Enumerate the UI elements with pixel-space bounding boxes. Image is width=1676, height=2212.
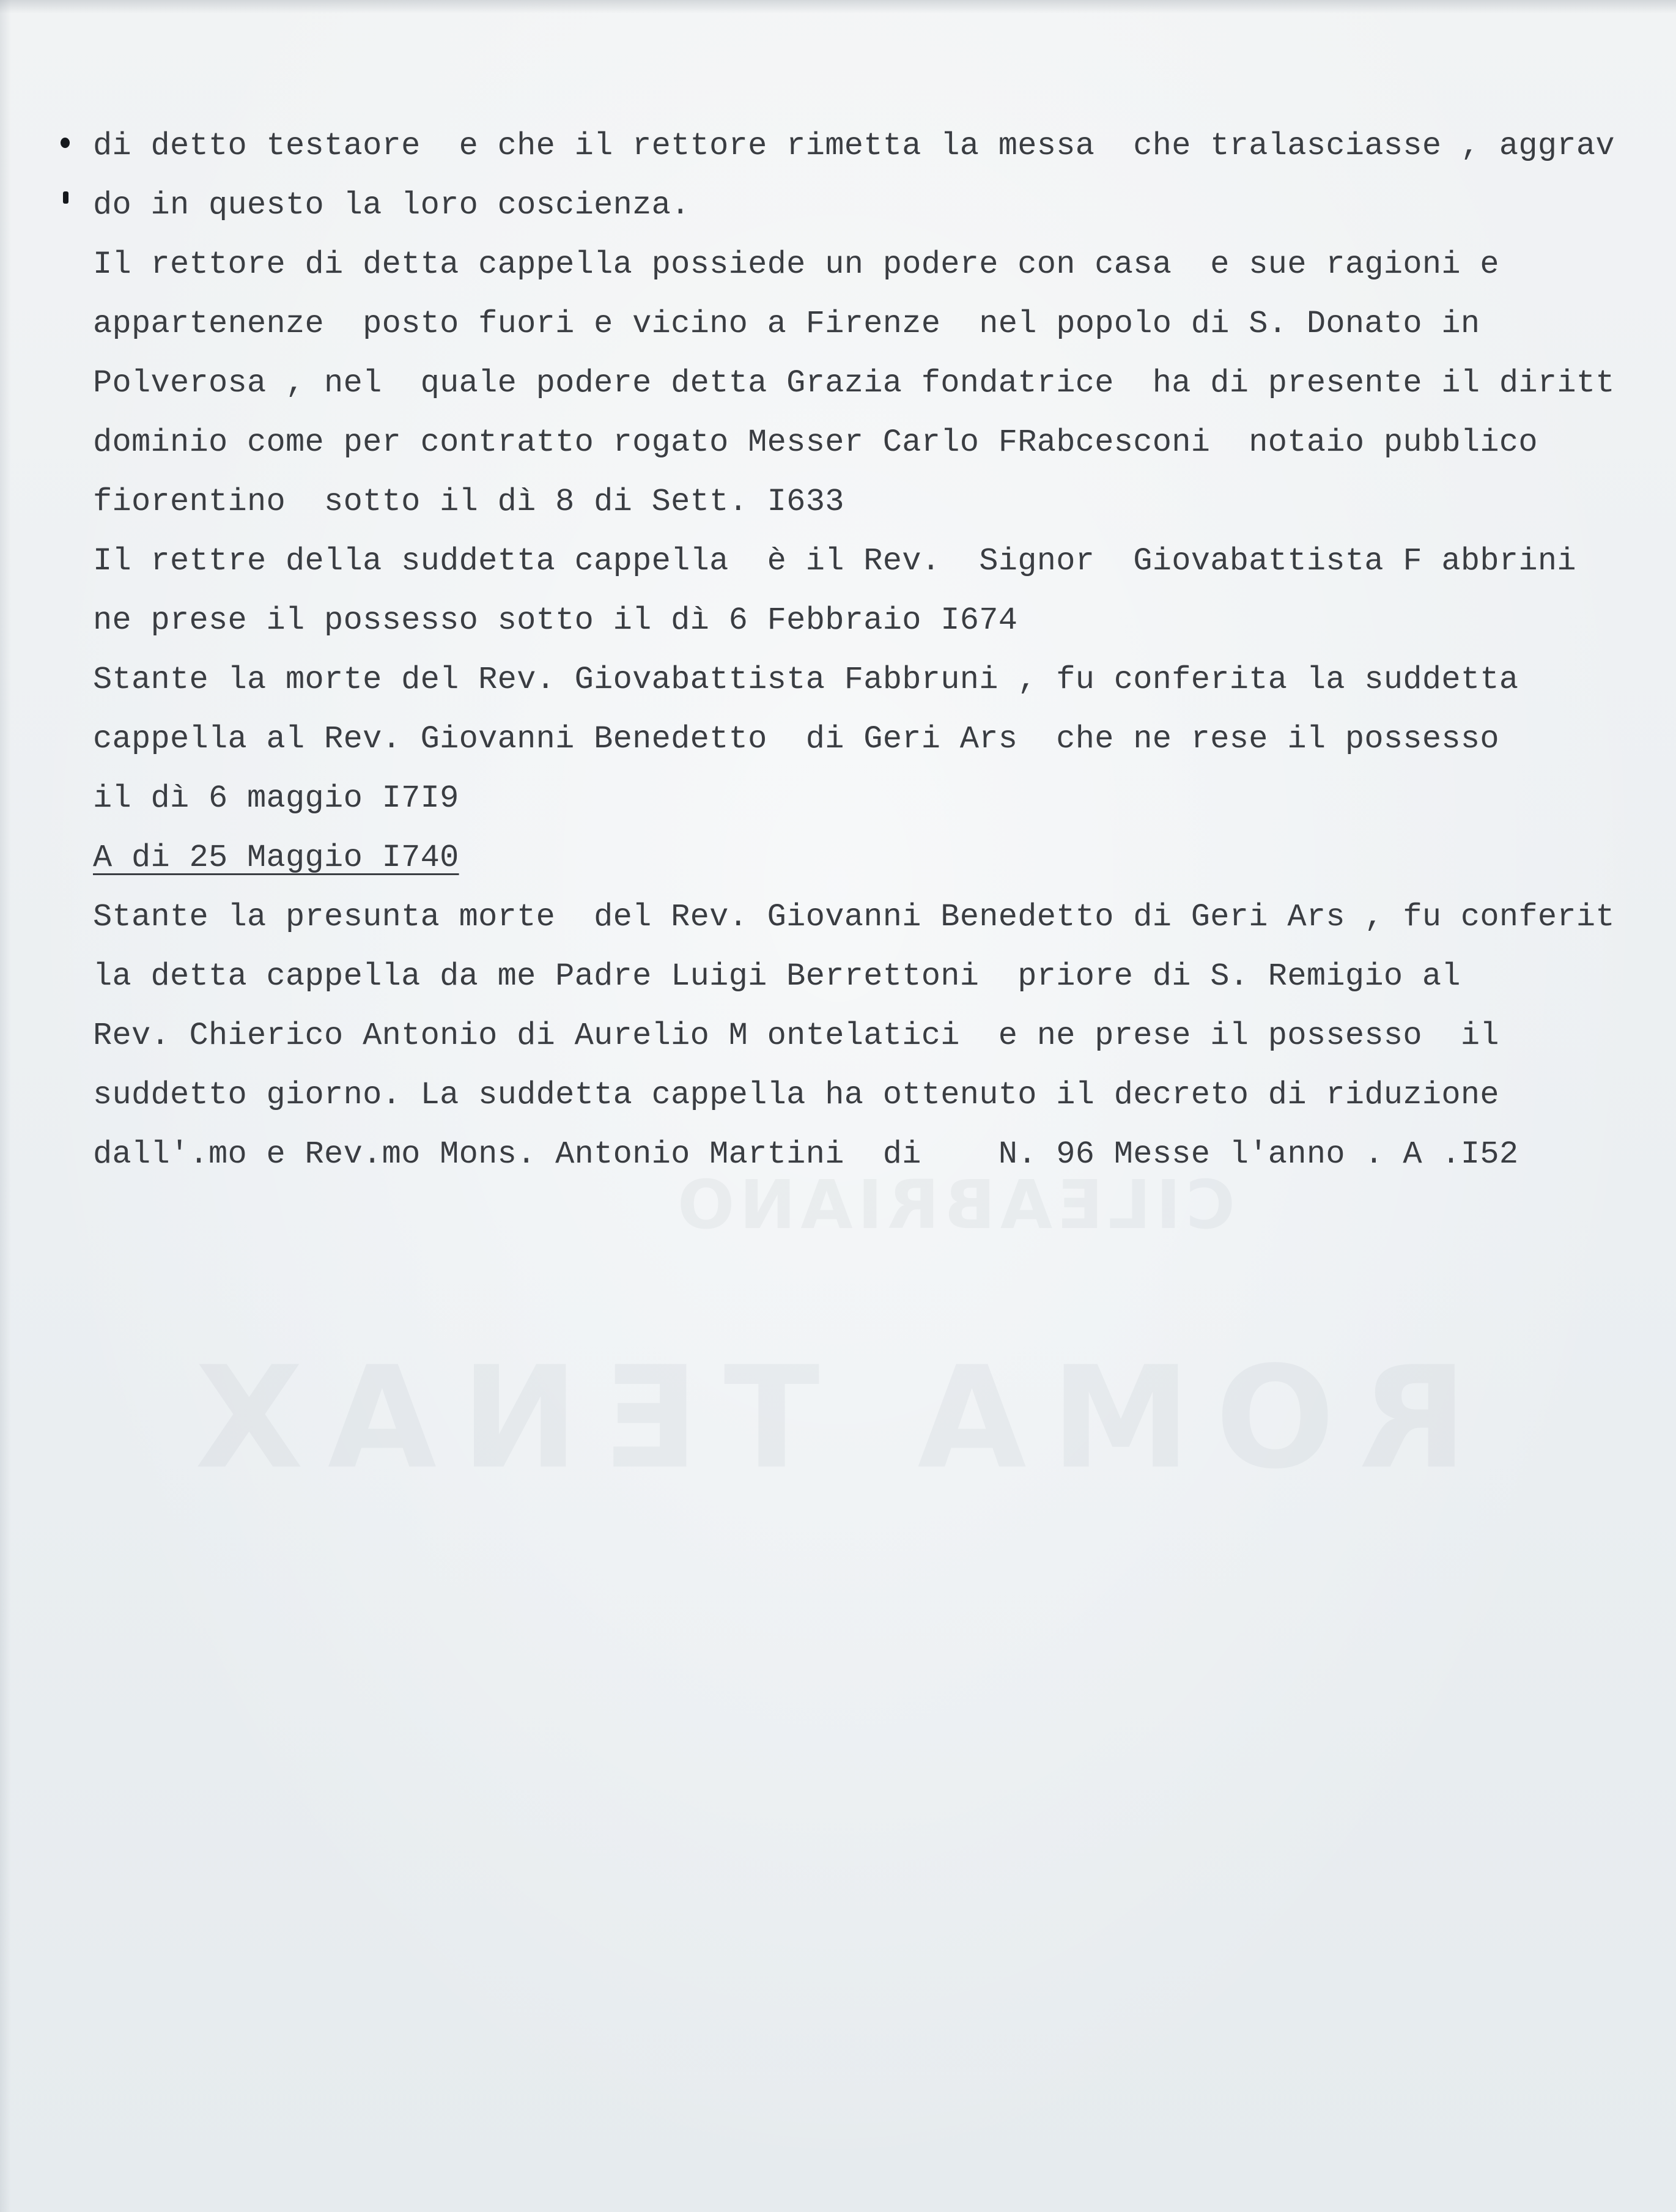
text-line: dall'.mo e Rev.mo Mons. Antonio Martini di N. 96 Messe l'anno . A .I52 <box>93 1136 1519 1172</box>
punch-hole-mark-2 <box>63 191 68 204</box>
scan-top-shadow <box>0 0 1676 13</box>
watermark-line-2: ROMA TENAX <box>170 1337 1467 1500</box>
text-line: Polverosa , nel quale podere detta Grazia fondatrice ha di presente il diritt <box>93 365 1615 401</box>
text-line: la detta cappella da me Padre Luigi Berrettoni priore di S. Remigio al <box>93 958 1461 994</box>
punch-hole-mark-1 <box>61 138 70 148</box>
watermark-line-1: CILEABRIANO <box>672 1166 1235 1244</box>
text-line: fiorentino sotto il dì 8 di Sett. I633 <box>93 484 844 520</box>
text-line: suddetto giorno. La suddetta cappella ha ottenuto il decreto di riduzione <box>93 1077 1499 1113</box>
text-line: Il rettore di detta cappella possiede un podere con casa e sue ragioni e <box>93 246 1499 283</box>
text-line: dominio come per contratto rogato Messer Carlo FRabcesconi notaio pubblico <box>93 424 1538 461</box>
text-line: Il rettre della suddetta cappella è il Rev. Signor Giovabattista F abbrini <box>93 543 1576 579</box>
text-line: di detto testaore e che il rettore rimetta la messa che tralasciasse , aggrav <box>93 128 1615 164</box>
text-line: Rev. Chierico Antonio di Aurelio M ontelatici e ne prese il possesso il <box>93 1018 1499 1054</box>
text-line: do in questo la loro coscienza. <box>93 187 690 223</box>
text-line: appartenenze posto fuori e vicino a Firenze nel popolo di S. Donato in <box>93 306 1480 342</box>
text-line: ne prese il possesso sotto il dì 6 Febbraio I674 <box>93 602 1018 638</box>
text-line: cappella al Rev. Giovanni Benedetto di Geri Ars che ne rese il possesso <box>93 721 1499 757</box>
text-line: Stante la morte del Rev. Giovabattista Fabbruni , fu conferita la suddetta <box>93 662 1519 698</box>
section-date-heading: A di 25 Maggio I740 <box>93 840 459 876</box>
text-line: il dì 6 maggio I7I9 <box>93 780 459 816</box>
text-line: Stante la presunta morte del Rev. Giovanni Benedetto di Geri Ars , fu conferit <box>93 899 1615 935</box>
scan-left-shadow <box>0 0 11 2212</box>
typed-text-body <box>93 116 1676 1184</box>
